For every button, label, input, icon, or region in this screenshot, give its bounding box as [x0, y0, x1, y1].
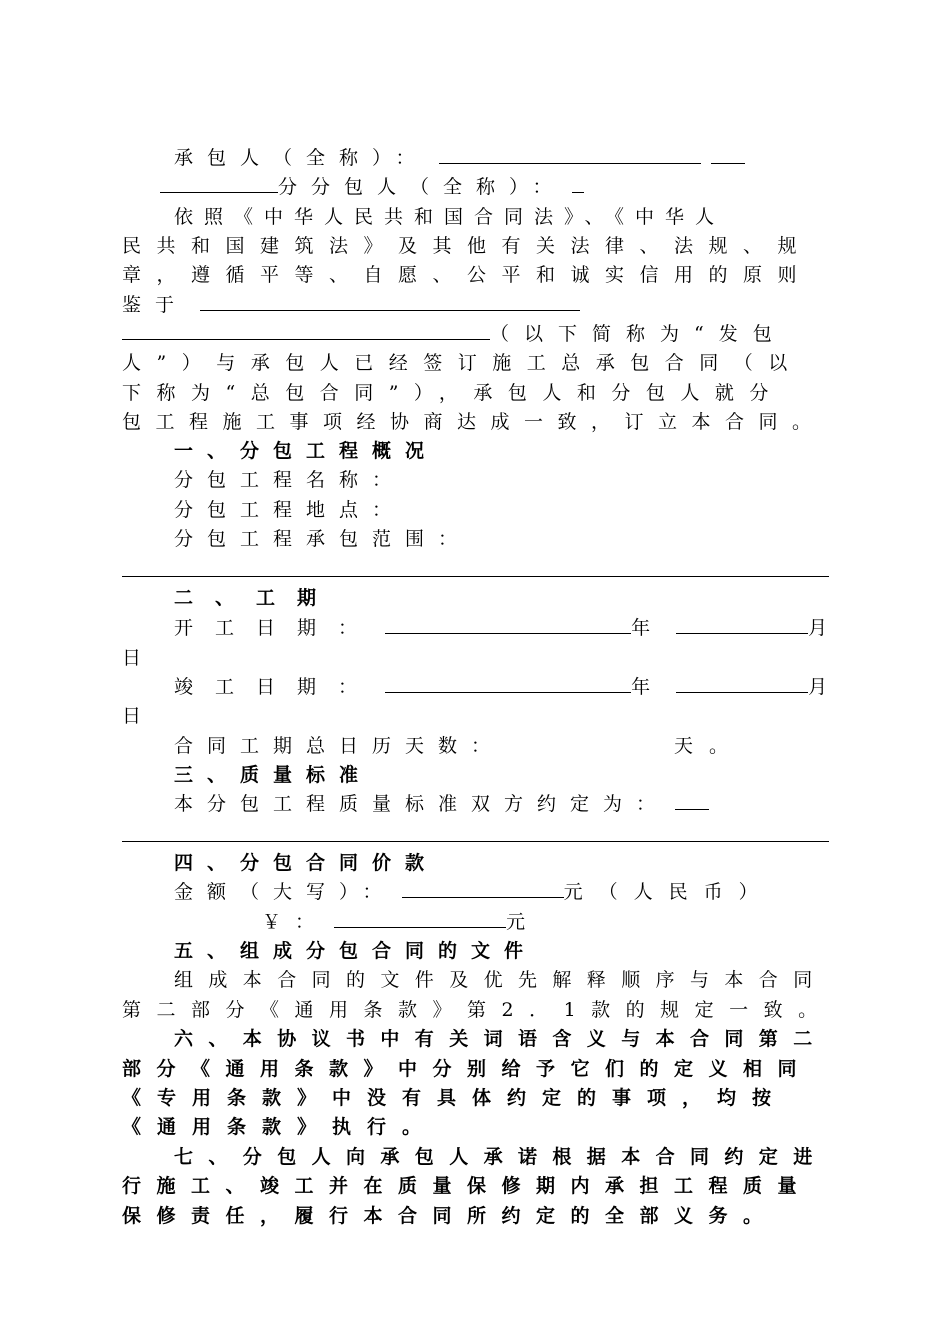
s5-line-1 — [174, 967, 828, 993]
preamble-text-3: 章，遵循平等、自愿、公平和诚实信用的原则 — [122, 264, 813, 286]
s2-finish-day — [122, 703, 141, 729]
s6-text-1: 六、本协议书中有关词语含义与本合同第二 — [174, 1028, 828, 1050]
finish-year-blank[interactable] — [385, 674, 631, 693]
preamble-text-8: 包工程施工事项经协商达成一致，订立本合同。 — [122, 411, 826, 433]
s2-start-day — [122, 645, 141, 671]
preamble-line-7 — [122, 380, 784, 406]
s4-yuan-rmb: 元（人民币） — [563, 881, 774, 903]
s2-total-label: 合同工期总日历天数： — [174, 735, 505, 757]
contractor-name-blank[interactable] — [439, 145, 701, 164]
subcontractor-prefix-blank[interactable] — [160, 174, 278, 193]
s6-line-2 — [122, 1056, 812, 1082]
amount-figures-blank[interactable] — [334, 909, 506, 928]
subcontractor-line — [160, 174, 584, 200]
subcontractor-label: 分分包人（全称）： — [278, 176, 566, 198]
s1-location-line — [174, 497, 405, 523]
section-1-heading — [174, 438, 438, 464]
section-2-heading — [174, 585, 338, 611]
s2-finish-day-text: 日 — [122, 705, 142, 727]
s5-line-2 — [122, 997, 833, 1023]
s6-text-2: 部分《通用条款》中分别给予它们的定义相同 — [122, 1058, 813, 1080]
s3-text-line — [174, 791, 709, 817]
section-4-heading-text: 四、分包合同价款 — [174, 852, 439, 874]
s5-text-2: 第二部分《通用条款》第2．1款的规定一致。 — [122, 999, 833, 1021]
quality-blank[interactable] — [675, 791, 709, 810]
s7-text-1: 七、分包人向承包人承诺根据本合同约定进 — [174, 1146, 828, 1168]
preamble-text-6: 人”）与承包人已经签订施工总承包合同（以 — [122, 352, 803, 374]
s5-text-1: 组成本合同的文件及优先解释顺序与本合同 — [174, 969, 828, 991]
quality-blank-rule[interactable] — [122, 841, 829, 842]
s1-name-line — [174, 467, 405, 493]
s6-line-3 — [122, 1085, 787, 1111]
section-5-heading-text: 五、组成分包合同的文件 — [174, 940, 538, 962]
s4-amount-line — [174, 879, 774, 905]
s7-line-1 — [174, 1144, 828, 1170]
preamble-line-2 — [122, 233, 832, 259]
preamble-line-3 — [122, 262, 832, 288]
s2-finish-label: 竣工日期： — [174, 676, 380, 698]
s7-text-3: 保修责任，履行本合同所约定的全部义务。 — [122, 1205, 778, 1227]
s2-finish-month: 月 — [808, 676, 828, 698]
contractor-label: 承包人（全称）： — [174, 147, 429, 169]
owner-blank[interactable] — [122, 321, 490, 340]
finish-month-blank[interactable] — [676, 674, 808, 693]
scope-blank-rule[interactable] — [122, 576, 829, 577]
s3-text: 本分包工程质量标准双方约定为： — [174, 793, 670, 815]
jianyu-blank[interactable] — [200, 292, 580, 311]
section-1-heading-text: 一、分包工程概况 — [174, 440, 439, 462]
s2-start-day-text: 日 — [122, 647, 142, 669]
s1-scope-line — [174, 526, 471, 552]
start-month-blank[interactable] — [676, 615, 808, 634]
s6-line-1 — [174, 1026, 828, 1052]
section-3-heading-text: 三、质量标准 — [174, 764, 373, 786]
s7-text-2: 行施工、竣工并在质量保修期内承担工程质量 — [122, 1175, 813, 1197]
s1-name-label: 分包工程名称： — [174, 469, 406, 491]
s7-line-3 — [122, 1203, 778, 1229]
preamble-line-6 — [122, 350, 803, 376]
s2-start-year: 年 — [631, 617, 651, 639]
contractor-name-blank-2[interactable] — [711, 145, 745, 164]
s1-scope-label: 分包工程承包范围： — [174, 528, 472, 550]
s2-start-label: 开工日期： — [174, 617, 380, 639]
s6-line-4 — [122, 1114, 437, 1140]
preamble-line-8 — [122, 409, 826, 435]
preamble-line-1 — [174, 204, 814, 230]
s7-line-2 — [122, 1173, 812, 1199]
section-3-heading — [174, 762, 372, 788]
preamble-text-4: 鉴于 — [122, 294, 189, 316]
section-2-heading-text: 二、工期 — [174, 587, 339, 609]
section-5-heading — [174, 938, 537, 964]
subcontractor-name-blank[interactable] — [572, 174, 584, 193]
preamble-text-5: （以下简称为“发包 — [490, 323, 787, 345]
contractor-line — [174, 145, 745, 171]
s6-text-3: 《专用条款》中没有具体约定的事项，均按 — [122, 1087, 788, 1109]
start-year-blank[interactable] — [385, 615, 631, 634]
preamble-text-7: 下称为“总包合同”），承包人和分包人就分 — [122, 382, 784, 404]
s1-location-label: 分包工程地点： — [174, 499, 406, 521]
s4-yen-label: ￥： — [262, 911, 329, 933]
s2-start-line — [174, 615, 827, 641]
s2-finish-line — [174, 674, 827, 700]
s6-text-4: 《通用条款》执行。 — [122, 1116, 438, 1138]
preamble-line-5 — [122, 321, 787, 347]
preamble-text-1: 依照《中华人民共和国合同法》、《中华人 — [174, 206, 726, 228]
s2-start-month: 月 — [808, 617, 828, 639]
amount-words-blank[interactable] — [402, 879, 564, 898]
s2-days-unit-text: 天。 — [674, 735, 745, 757]
preamble-text-2: 民共和国建筑法》及其他有关法律、法规、规 — [122, 235, 813, 257]
s2-total-line — [174, 733, 504, 759]
s4-yuan: 元 — [506, 911, 526, 933]
s4-yen-line — [262, 909, 525, 935]
s2-days-unit — [674, 733, 744, 759]
s2-finish-year: 年 — [631, 676, 651, 698]
preamble-line-4 — [122, 292, 580, 318]
s4-amount-label: 金额（大写）： — [174, 881, 396, 903]
section-4-heading — [174, 850, 438, 876]
